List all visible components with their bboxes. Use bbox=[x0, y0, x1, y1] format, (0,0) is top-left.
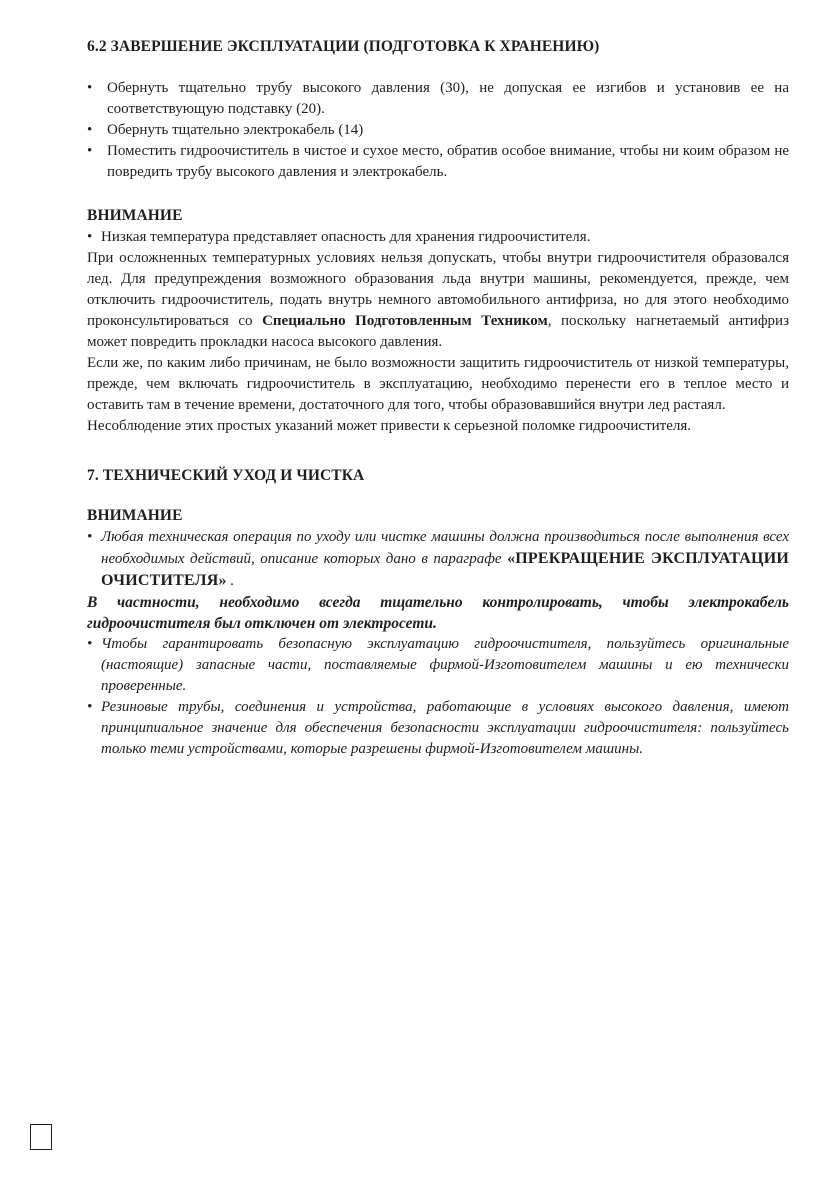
list-item: • Обернуть тщательно электрокабель (14) bbox=[87, 120, 789, 141]
list-item: • Обернуть тщательно трубу высокого давления (30), не допуская ее изгибов и установив ее на соответствующую подставку (20). bbox=[87, 78, 789, 120]
attention-list bbox=[87, 227, 789, 248]
attention-heading: ВНИМАНИЕ bbox=[87, 207, 183, 224]
section-reference: «ПРЕКРАЩЕНИЕ ЭКСПЛУАТАЦИИ ОЧИСТИТЕЛЯ» bbox=[101, 550, 789, 589]
warm-place-paragraph: Если же, по каким либо причинам, не было возможности защитить гидроочиститель от низкой температуры, прежде, чем включать гидроочиститель в эксплуатацию, необходимо перенести его в теплое место и оставить там в течение времени, достаточного для того, чтобы образовавшийся внутри лед растаял. bbox=[87, 355, 789, 413]
list-item: • Поместить гидроочиститель в чистое и сухое место, обратив особое внимание, чтобы ни коим образом не повредить трубу высокого давления и электрокабель. bbox=[87, 141, 789, 183]
list-item: • Низкая температура представляет опасность для хранения гидроочистителя. bbox=[87, 227, 789, 248]
page-number-box bbox=[30, 1124, 52, 1150]
warning-paragraph: Несоблюдение этих простых указаний может привести к серьезной поломке гидроочистителя. bbox=[87, 418, 691, 434]
technician-emphasis: Специально Подготовленным Техником bbox=[262, 313, 548, 329]
maintenance-list-1 bbox=[87, 527, 789, 592]
maintenance-text-end: . bbox=[230, 573, 235, 589]
antifreeze-paragraph bbox=[87, 248, 789, 353]
document-page bbox=[87, 36, 789, 760]
maintenance-text: Любая техническая операция по уходу или чистке машины должна производиться после выполнения всех необходимых действий, описание которых дано в параграфе bbox=[101, 529, 789, 567]
list-item: • Чтобы гарантировать безопасную эксплуатацию гидроочистителя, пользуйтесь оригинальные (настоящие) запасные части, поставляемые фирмой-Изготовителем машины и ею технически проверенные. bbox=[87, 634, 789, 697]
maintenance-list-2 bbox=[87, 634, 789, 760]
antifreeze-text: При осложненных температурных условиях нельзя допускать, чтобы внутри гидроочистителя образовался лед. Для предупреждения возможного образования льда внутри машины, рекомендуется, прежде, чем отключить гидроочиститель, подать внутрь немного автомобильного антифриза, но для этого необходимо проконсультироваться со bbox=[87, 250, 789, 329]
attention-heading-2: ВНИМАНИЕ bbox=[87, 507, 183, 524]
section-7-title: 7. ТЕХНИЧЕСКИЙ УХОД И ЧИСТКА bbox=[87, 467, 365, 484]
cable-disconnect-note: В частности, необходимо всегда тщательно контролировать, чтобы электрокабель гидроочистителя был отключен от электросети. bbox=[87, 594, 789, 632]
section-6-2-title: 6.2 ЗАВЕРШЕНИЕ ЭКСПЛУАТАЦИИ (ПОДГОТОВКА К ХРАНЕНИЮ) bbox=[87, 38, 600, 55]
list-item: • Резиновые трубы, соединения и устройства, работающие в условиях высокого давления, имеют принципиальное значение для обеспечения безопасности эксплуатации гидроочистителя: пользуйтесь только теми устройствами, которые разрешены фирмой-Изготовителем машины. bbox=[87, 697, 789, 760]
storage-steps-list bbox=[87, 78, 789, 183]
list-item bbox=[87, 527, 789, 592]
antifreeze-text-end: , поскольку нагнетаемый антифриз может повредить прокладки насоса высокого давления. bbox=[87, 313, 790, 350]
